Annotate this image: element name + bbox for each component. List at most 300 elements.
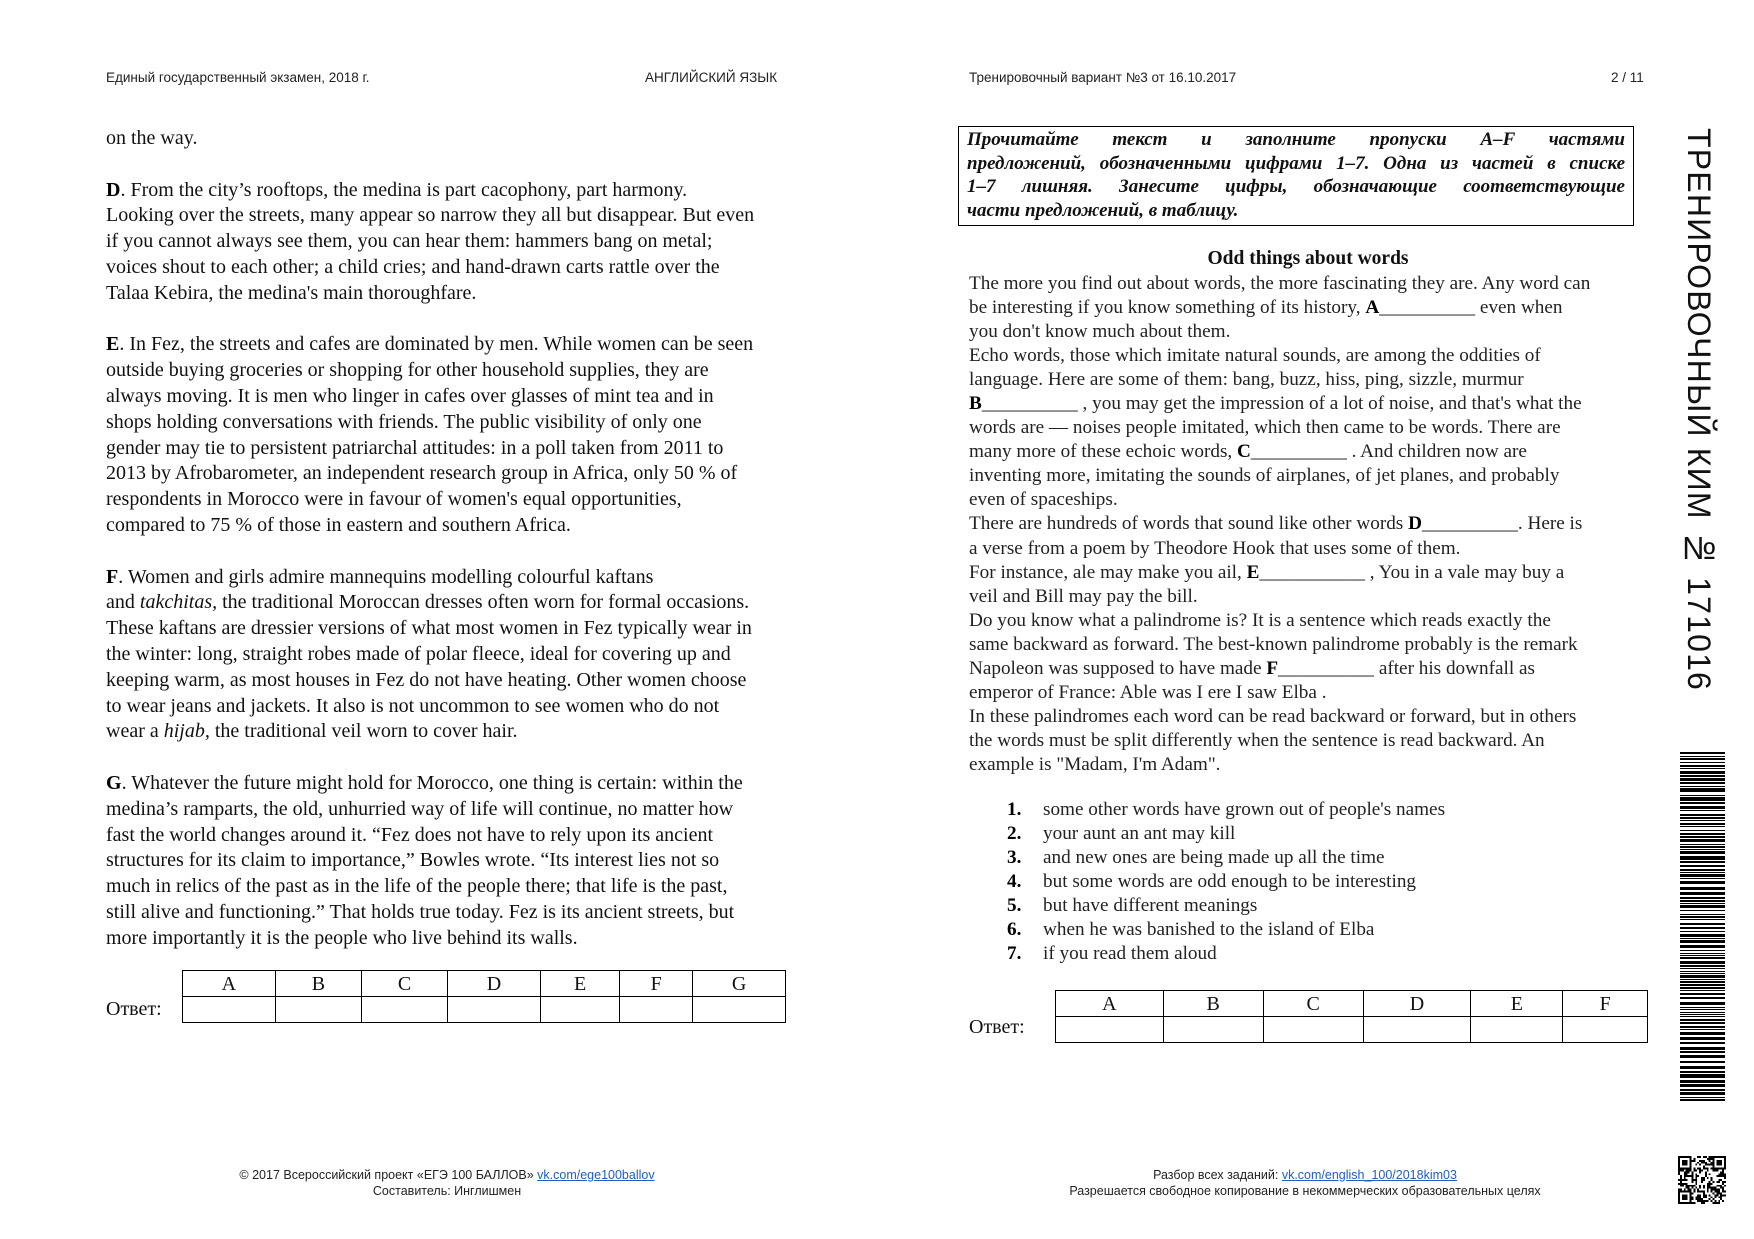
barcode-bar — [1680, 849, 1725, 850]
option-item — [1007, 918, 1445, 942]
qr-module — [1720, 1171, 1722, 1173]
barcode-bar — [1680, 905, 1725, 908]
qr-module — [1693, 1189, 1695, 1191]
qr-module — [1684, 1177, 1686, 1179]
qr-module — [1716, 1191, 1718, 1193]
text-line — [106, 410, 796, 436]
text-segment: fast the world changes around it. “Fez does not have to rely upon its ancient — [106, 823, 714, 846]
blank-line — [106, 539, 796, 565]
gap-letter: A — [1365, 297, 1380, 319]
qr-module — [1695, 1175, 1697, 1177]
qr-module — [1709, 1160, 1711, 1162]
text-segment: For instance, ale may make you ail, — [969, 561, 1247, 583]
gap-letter: D — [1408, 513, 1422, 535]
answer-cell[interactable] — [1563, 1017, 1648, 1043]
text-segment: the winter: long, straight robes made of polar fleece, ideal for covering up and — [106, 642, 731, 665]
qr-module — [1705, 1162, 1707, 1164]
qr-module — [1711, 1156, 1713, 1158]
qr-module — [1684, 1189, 1686, 1191]
qr-module — [1688, 1169, 1690, 1171]
instruction-line: 1–7 лишняя. Занесите цифры, обозначающие соответствующие — [967, 176, 1625, 198]
barcode-bar — [1680, 1055, 1725, 1058]
qr-module — [1718, 1191, 1720, 1193]
barcode-bar — [1680, 1002, 1725, 1005]
footer-analysis-label: Разбор всех заданий: — [1153, 1168, 1282, 1182]
qr-module — [1724, 1181, 1726, 1183]
text-segment: . Women and girls admire mannequins modelling colourful kaftans — [118, 565, 654, 588]
barcode-bar — [1680, 1092, 1725, 1095]
text-line — [106, 565, 796, 591]
barcode-bar — [1680, 957, 1725, 959]
qr-module — [1682, 1183, 1684, 1185]
qr-module — [1711, 1187, 1713, 1189]
text-segment: emperor of France: Able was I ere I saw Elba . — [969, 681, 1327, 703]
text-line — [106, 487, 796, 513]
qr-module — [1722, 1191, 1724, 1193]
qr-module — [1722, 1187, 1724, 1189]
qr-module — [1697, 1196, 1699, 1198]
qr-module — [1722, 1173, 1724, 1175]
qr-module — [1716, 1189, 1718, 1191]
answer-cell[interactable] — [1471, 1017, 1563, 1043]
qr-module — [1707, 1200, 1709, 1202]
qr-module — [1697, 1156, 1699, 1158]
text-line — [969, 344, 1659, 368]
barcode-bar — [1680, 945, 1725, 948]
qr-module — [1716, 1194, 1718, 1196]
options-list — [1007, 798, 1445, 966]
text-line — [969, 488, 1659, 512]
qr-module — [1703, 1185, 1705, 1187]
text-segment: more importantly it is the people who live behind its walls. — [106, 926, 578, 949]
answer-cell[interactable] — [1056, 1017, 1164, 1043]
qr-module — [1695, 1179, 1697, 1181]
barcode-bar — [1680, 817, 1725, 819]
qr-module — [1716, 1181, 1718, 1183]
qr-module — [1724, 1173, 1726, 1175]
text-segment: __________ after his downfall as — [1278, 657, 1535, 679]
qr-module — [1709, 1158, 1711, 1160]
qr-module — [1695, 1177, 1697, 1179]
answer-cell[interactable] — [693, 997, 786, 1023]
qr-module — [1707, 1185, 1709, 1187]
footer-left — [197, 1167, 697, 1199]
text-segment: same backward as forward. The best-known palindrome probably is the remark — [969, 633, 1578, 655]
qr-module — [1686, 1171, 1688, 1173]
qr-module — [1709, 1156, 1711, 1158]
qr-module — [1707, 1168, 1709, 1170]
blank-line — [106, 307, 796, 333]
qr-module — [1720, 1179, 1722, 1181]
text-segment: if you cannot always see them, you can hear them: hammers bang on metal; — [106, 230, 713, 253]
barcode-bar — [1680, 768, 1725, 769]
text-segment: and — [106, 591, 140, 614]
text-segment: language. Here are some of them: bang, buzz, hiss, ping, sizzle, murmur — [969, 369, 1524, 391]
qr-module — [1690, 1169, 1692, 1171]
answer-cell[interactable] — [361, 997, 447, 1023]
barcode-bar — [1680, 1047, 1725, 1050]
qr-module — [1680, 1185, 1682, 1187]
text-line — [106, 797, 796, 823]
footer-right-link[interactable]: vk.com/english_100/2018kim03 — [1281, 1168, 1457, 1182]
barcode-bar — [1680, 950, 1725, 951]
qr-module — [1697, 1200, 1699, 1202]
qr-module — [1699, 1196, 1701, 1198]
text-line — [969, 609, 1659, 633]
qr-module — [1703, 1177, 1705, 1179]
answer-cell[interactable] — [183, 997, 276, 1023]
qr-module — [1701, 1200, 1703, 1202]
barcode-bar — [1680, 802, 1725, 804]
answer-cell[interactable] — [275, 997, 361, 1023]
text-segment: you don't know much about them. — [969, 321, 1231, 343]
qr-module — [1691, 1185, 1693, 1187]
answer-cell[interactable] — [1363, 1017, 1471, 1043]
gap-letter: E — [106, 333, 120, 356]
text-segment: Napoleon was supposed to have made — [969, 657, 1267, 679]
text-segment: always moving. It is men who linger in cafes over glasses of mint tea and in — [106, 384, 714, 407]
barcode-bar — [1680, 869, 1725, 871]
text-line — [106, 229, 796, 255]
instruction-line: предложений, обозначенными цифрами 1–7. Одна из частей в списке — [967, 152, 1625, 174]
qr-module — [1714, 1202, 1716, 1204]
qr-module — [1711, 1196, 1713, 1198]
qr-module — [1688, 1185, 1690, 1187]
barcode-bar — [1680, 839, 1725, 842]
option-text: if you read them aloud — [1043, 943, 1217, 965]
qr-module — [1697, 1191, 1699, 1193]
barcode-bar — [1680, 1084, 1725, 1087]
qr-module — [1714, 1187, 1716, 1189]
text-segment: veil and Bill may pay the bill. — [969, 585, 1198, 607]
qr-module — [1691, 1173, 1693, 1175]
answer-column-header: F — [1563, 991, 1648, 1017]
barcode-bar — [1680, 1042, 1725, 1044]
left-answer-table — [182, 970, 786, 1023]
qr-module — [1713, 1192, 1715, 1194]
qr-module — [1707, 1169, 1709, 1171]
text-line — [969, 464, 1659, 488]
qr-module — [1678, 1183, 1680, 1185]
task-instruction-box — [958, 126, 1634, 226]
text-line — [106, 668, 796, 694]
qr-module — [1720, 1198, 1722, 1200]
qr-module — [1707, 1164, 1709, 1166]
barcode-bar — [1680, 1061, 1725, 1063]
qr-module — [1691, 1179, 1693, 1181]
option-item — [1007, 798, 1445, 822]
qr-module — [1684, 1173, 1686, 1175]
qr-module — [1718, 1202, 1720, 1204]
barcode-bar — [1680, 927, 1725, 929]
answer-cell[interactable] — [448, 997, 541, 1023]
answer-column-header: C — [1263, 991, 1363, 1017]
qr-module — [1697, 1162, 1699, 1164]
qr-module — [1691, 1187, 1693, 1189]
barcode-bar — [1680, 771, 1725, 774]
qr-module — [1722, 1181, 1724, 1183]
barcode-bar — [1680, 881, 1725, 884]
barcode-bar — [1680, 795, 1725, 796]
qr-module — [1695, 1173, 1697, 1175]
qr-module — [1684, 1183, 1686, 1185]
barcode-bar — [1680, 923, 1725, 925]
barcode-bar — [1680, 916, 1725, 918]
vertical-kim-title: ТРЕНИРОВОЧНЫЙ КИМ № 171016 — [1681, 128, 1717, 692]
option-text: but some words are odd enough to be interesting — [1043, 871, 1417, 893]
barcode-bar — [1680, 820, 1725, 821]
barcode-bar — [1680, 810, 1725, 811]
text-segment: compared to 75 % of those in eastern and southern Africa. — [106, 513, 571, 536]
qr-module — [1699, 1164, 1701, 1166]
barcode-bar — [1680, 1012, 1725, 1013]
qr-module — [1718, 1189, 1720, 1191]
footer-left-link[interactable]: vk.com/ege100ballov — [537, 1168, 655, 1182]
qr-module — [1699, 1194, 1701, 1196]
text-segment: many more of these echoic words, — [969, 441, 1238, 463]
qr-module — [1701, 1160, 1703, 1162]
text-segment: Looking over the streets, many appear so narrow they all but disappear. But even — [106, 204, 755, 227]
footer-copyright: © 2017 Всероссийский проект «ЕГЭ 100 БАЛЛОВ» — [239, 1168, 538, 1182]
text-line — [969, 368, 1659, 392]
qr-module — [1693, 1169, 1695, 1171]
qr-module — [1724, 1191, 1726, 1193]
text-segment: medina’s ramparts, the old, unhurried way of life will continue, no matter how — [106, 797, 734, 820]
barcode-bar — [1680, 874, 1725, 877]
text-line — [969, 657, 1659, 681]
option-number: 3. — [1007, 847, 1022, 869]
qr-module — [1718, 1175, 1720, 1177]
option-item — [1007, 942, 1445, 966]
qr-module — [1699, 1171, 1701, 1173]
qr-module — [1718, 1196, 1720, 1198]
qr-module — [1716, 1202, 1718, 1204]
option-item — [1007, 846, 1445, 870]
text-segment: words are — noises people imitated, which then came to be words. There are — [969, 417, 1561, 439]
barcode-bar — [1680, 778, 1725, 781]
gap-letter: F — [106, 565, 119, 588]
gap-letter: C — [1237, 441, 1251, 463]
option-text: some other words have grown out of people's names — [1043, 799, 1446, 820]
qr-module — [1720, 1185, 1722, 1187]
qr-module — [1709, 1185, 1711, 1187]
qr-module — [1703, 1191, 1705, 1193]
text-line — [106, 590, 796, 616]
text-line — [106, 694, 796, 720]
instruction-line: части предложений, в таблицу. — [967, 199, 1239, 221]
qr-module — [1720, 1196, 1722, 1198]
qr-module — [1703, 1202, 1705, 1204]
qr-module — [1684, 1171, 1686, 1173]
answer-column-header: F — [620, 971, 693, 997]
qr-module — [1713, 1198, 1715, 1200]
qr-module — [1697, 1194, 1699, 1196]
qr-module — [1693, 1202, 1695, 1204]
qr-module — [1722, 1175, 1724, 1177]
answer-cell[interactable] — [620, 997, 693, 1023]
text-line — [106, 332, 796, 358]
barcode-bar — [1680, 1074, 1725, 1078]
text-line — [106, 616, 796, 642]
right-answer-table — [1055, 990, 1648, 1043]
text-line — [969, 512, 1659, 536]
qr-module — [1699, 1168, 1701, 1170]
qr-module — [1699, 1160, 1701, 1162]
barcode-bar — [1680, 1019, 1725, 1021]
qr-module — [1680, 1179, 1682, 1181]
qr-module — [1714, 1196, 1716, 1198]
barcode-bar — [1680, 1066, 1725, 1069]
text-segment: There are hundreds of words that sound like other words — [969, 513, 1409, 535]
text-line — [106, 513, 796, 539]
barcode-bar — [1680, 762, 1725, 763]
text-segment: the traditional Moroccan dresses often worn for formal occasions. — [217, 591, 750, 614]
barcode-bar — [1680, 993, 1725, 995]
qr-module — [1703, 1160, 1705, 1162]
qr-module — [1709, 1194, 1711, 1196]
qr-module — [1705, 1171, 1707, 1173]
barcode-bar — [1680, 756, 1725, 757]
answer-column-header: C — [361, 971, 447, 997]
qr-module — [1686, 1175, 1688, 1177]
text-segment: 2013 by Afrobarometer, an independent research group in Africa, only 50 % of — [106, 462, 738, 485]
barcode-bar — [1680, 775, 1725, 777]
option-number: 5. — [1007, 895, 1022, 917]
text-line — [969, 729, 1659, 753]
text-line — [106, 203, 796, 229]
qr-module — [1686, 1169, 1688, 1171]
qr-module — [1691, 1181, 1693, 1183]
text-line — [969, 681, 1659, 705]
qr-module — [1678, 1189, 1680, 1191]
right-article-text — [969, 272, 1659, 777]
answer-column-header: B — [275, 971, 361, 997]
text-segment: much in relics of the past as in the life of the people there; that life is the past, — [106, 875, 728, 898]
qr-module — [1678, 1169, 1680, 1171]
qr-module — [1713, 1202, 1715, 1204]
qr-module — [1688, 1187, 1690, 1189]
qr-module — [1709, 1198, 1711, 1200]
answer-cell[interactable] — [540, 997, 619, 1023]
qr-module — [1713, 1181, 1715, 1183]
barcode-bar — [1680, 1097, 1725, 1098]
option-item — [1007, 870, 1445, 894]
option-text: but have different meanings — [1043, 895, 1258, 917]
barcode-bar — [1680, 987, 1725, 989]
barcode-bar — [1680, 910, 1725, 911]
text-segment: These kaftans are dressier versions of what most women in Fez typically wear in — [106, 617, 752, 640]
answer-column-header: E — [1471, 991, 1563, 1017]
text-segment: respondents in Morocco were in favour of women's equal opportunities, — [106, 488, 682, 511]
qr-module — [1718, 1179, 1720, 1181]
barcode-bar — [1680, 856, 1725, 860]
text-line — [106, 255, 796, 281]
answer-cell[interactable] — [1163, 1017, 1263, 1043]
qr-module — [1697, 1198, 1699, 1200]
qr-module — [1678, 1179, 1680, 1181]
barcode-bar — [1680, 758, 1725, 760]
answer-cell[interactable] — [1263, 1017, 1363, 1043]
qr-module — [1711, 1158, 1713, 1160]
qr-module — [1724, 1185, 1726, 1187]
text-line — [969, 753, 1659, 777]
qr-module — [1680, 1183, 1682, 1185]
option-text: and new ones are being made up all the time — [1043, 847, 1385, 869]
text-segment: __________ even when — [1379, 297, 1563, 319]
text-segment: the words must be split differently when the sentence is read backward. An — [969, 729, 1545, 751]
qr-module — [1718, 1181, 1720, 1183]
header-page-number: 2 / 11 — [1611, 70, 1644, 85]
qr-module — [1714, 1194, 1716, 1196]
qr-module — [1680, 1177, 1682, 1179]
instruction-line: Прочитайте текст и заполните пропуски A–F частями — [967, 129, 1625, 150]
qr-module — [1701, 1198, 1703, 1200]
qr-module — [1697, 1189, 1699, 1191]
text-line — [106, 358, 796, 384]
qr-module — [1720, 1192, 1722, 1194]
qr-module — [1716, 1175, 1718, 1177]
qr-module — [1720, 1173, 1722, 1175]
qr-module — [1701, 1202, 1703, 1204]
text-segment: . Whatever the future might hold for Morocco, one thing is certain: within the — [121, 771, 743, 794]
gap-letter: B — [969, 393, 982, 415]
barcode-bar — [1680, 797, 1725, 801]
barcode-bar — [1680, 940, 1725, 943]
blank-line — [106, 745, 796, 771]
text-segment: inventing more, imitating the sounds of airplanes, of jet planes, and probably — [969, 465, 1560, 487]
text-segment: __________. Here is — [1421, 513, 1583, 535]
text-segment: . In Fez, the streets and cafes are dominated by men. While women can be seen — [119, 333, 754, 356]
qr-module — [1716, 1185, 1718, 1187]
qr-module — [1714, 1189, 1716, 1191]
header-subject: АНГЛИЙСКИЙ ЯЗЫК — [645, 70, 778, 85]
text-segment: __________ , you may get the impression of a lot of noise, and that's what the — [981, 393, 1582, 415]
gap-letter: F — [1266, 657, 1279, 679]
text-segment: Do you know what a palindrome is? It is a sentence which reads exactly the — [969, 609, 1551, 631]
option-item — [1007, 894, 1445, 918]
barcode-bar — [1680, 934, 1725, 937]
blank-line — [106, 152, 796, 178]
qr-module — [1705, 1200, 1707, 1202]
qr-module — [1680, 1181, 1682, 1183]
qr-module — [1691, 1202, 1693, 1204]
barcode-bar — [1680, 990, 1725, 991]
qr-module — [1693, 1179, 1695, 1181]
barcode-bar — [1680, 826, 1725, 827]
gap-letter: G — [106, 771, 122, 794]
answer-column-header: A — [183, 971, 276, 997]
text-line — [969, 633, 1659, 657]
qr-module — [1701, 1162, 1703, 1164]
text-line — [969, 440, 1659, 464]
barcode-bar — [1680, 782, 1725, 784]
text-segment: wear a — [106, 720, 164, 743]
gap-letter: E — [1246, 561, 1260, 583]
text-line — [969, 296, 1659, 320]
qr-module — [1682, 1194, 1688, 1200]
barcode-bar — [1680, 914, 1725, 915]
qr-module — [1703, 1156, 1705, 1158]
qr-module — [1682, 1185, 1684, 1187]
qr-module — [1709, 1183, 1711, 1185]
barcode-bar — [1680, 919, 1725, 920]
text-line — [969, 585, 1659, 609]
barcode-bar — [1680, 1037, 1725, 1040]
qr-module — [1711, 1183, 1713, 1185]
qr-code-icon — [1678, 1156, 1726, 1204]
qr-module — [1703, 1179, 1705, 1181]
qr-module — [1691, 1171, 1693, 1173]
